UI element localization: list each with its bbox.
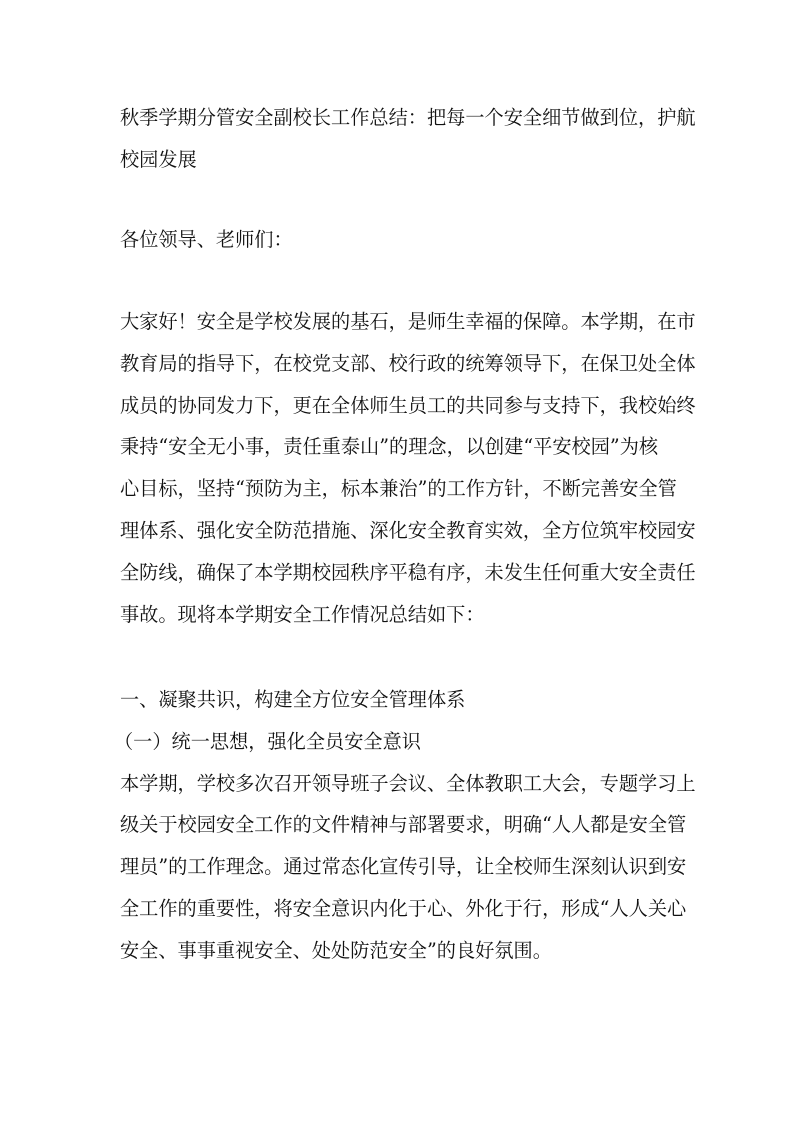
paragraph-line: 教育局的指导下，在校党支部、校行政的统筹领导下，在保卫处全体 (120, 351, 696, 375)
paragraph-line: 事故。现将本学期安全工作情况总结如下： (120, 602, 485, 626)
intro-paragraph (120, 301, 700, 635)
paragraph-line: 级关于校园安全工作的文件精神与部署要求，明确“人人都是安全管 (120, 813, 687, 837)
paragraph-line: 本学期，学校多次召开领导班子会议、全体教职工大会，专题学习上 (120, 771, 696, 795)
title-line: 秋季学期分管安全副校长工作总结：把每一个安全细节做到位，护航 (120, 106, 696, 129)
paragraph-line: 成员的协同发力下，更在全体师生员工的共同参与支持下，我校始终 (120, 393, 696, 417)
section-heading: 一、凝聚共识，构建全方位安全管理体系 (120, 688, 466, 711)
paragraph-line: 秉持“安全无小事，责任重泰山”的理念，以创建“平安校园”为核 (120, 435, 659, 459)
title-line: 校园发展 (120, 147, 197, 171)
section-subheading: （一）统一思想，强化全员安全意识 (114, 729, 421, 753)
paragraph-line: 全防线，确保了本学期校园秩序平稳有序，未发生任何重大安全责任 (120, 560, 696, 584)
paragraph-line: 理体系、强化安全防范措施、深化安全教育实效，全方位筑牢校园安 (120, 518, 696, 542)
paragraph-line: 心目标，坚持“预防为主，标本兼治”的工作方针，不断完善安全管 (120, 477, 677, 501)
paragraph-line: 全工作的重要性，将安全意识内化于心、外化于行，形成“人人关心 (120, 896, 687, 920)
paragraph-line: 安全、事事重视安全、处处防范安全”的良好氛围。 (120, 938, 552, 962)
document-title (120, 97, 700, 181)
section-1 (114, 679, 700, 972)
paragraph-line: 理员”的工作理念。通过常态化宣传引导，让全校师生深刻认识到安 (120, 855, 687, 879)
paragraph-line: 大家好！安全是学校发展的基石，是师生幸福的保障。本学期，在市 (120, 310, 696, 333)
greeting (120, 219, 700, 261)
greeting-text: 各位领导、老师们： (120, 228, 293, 251)
